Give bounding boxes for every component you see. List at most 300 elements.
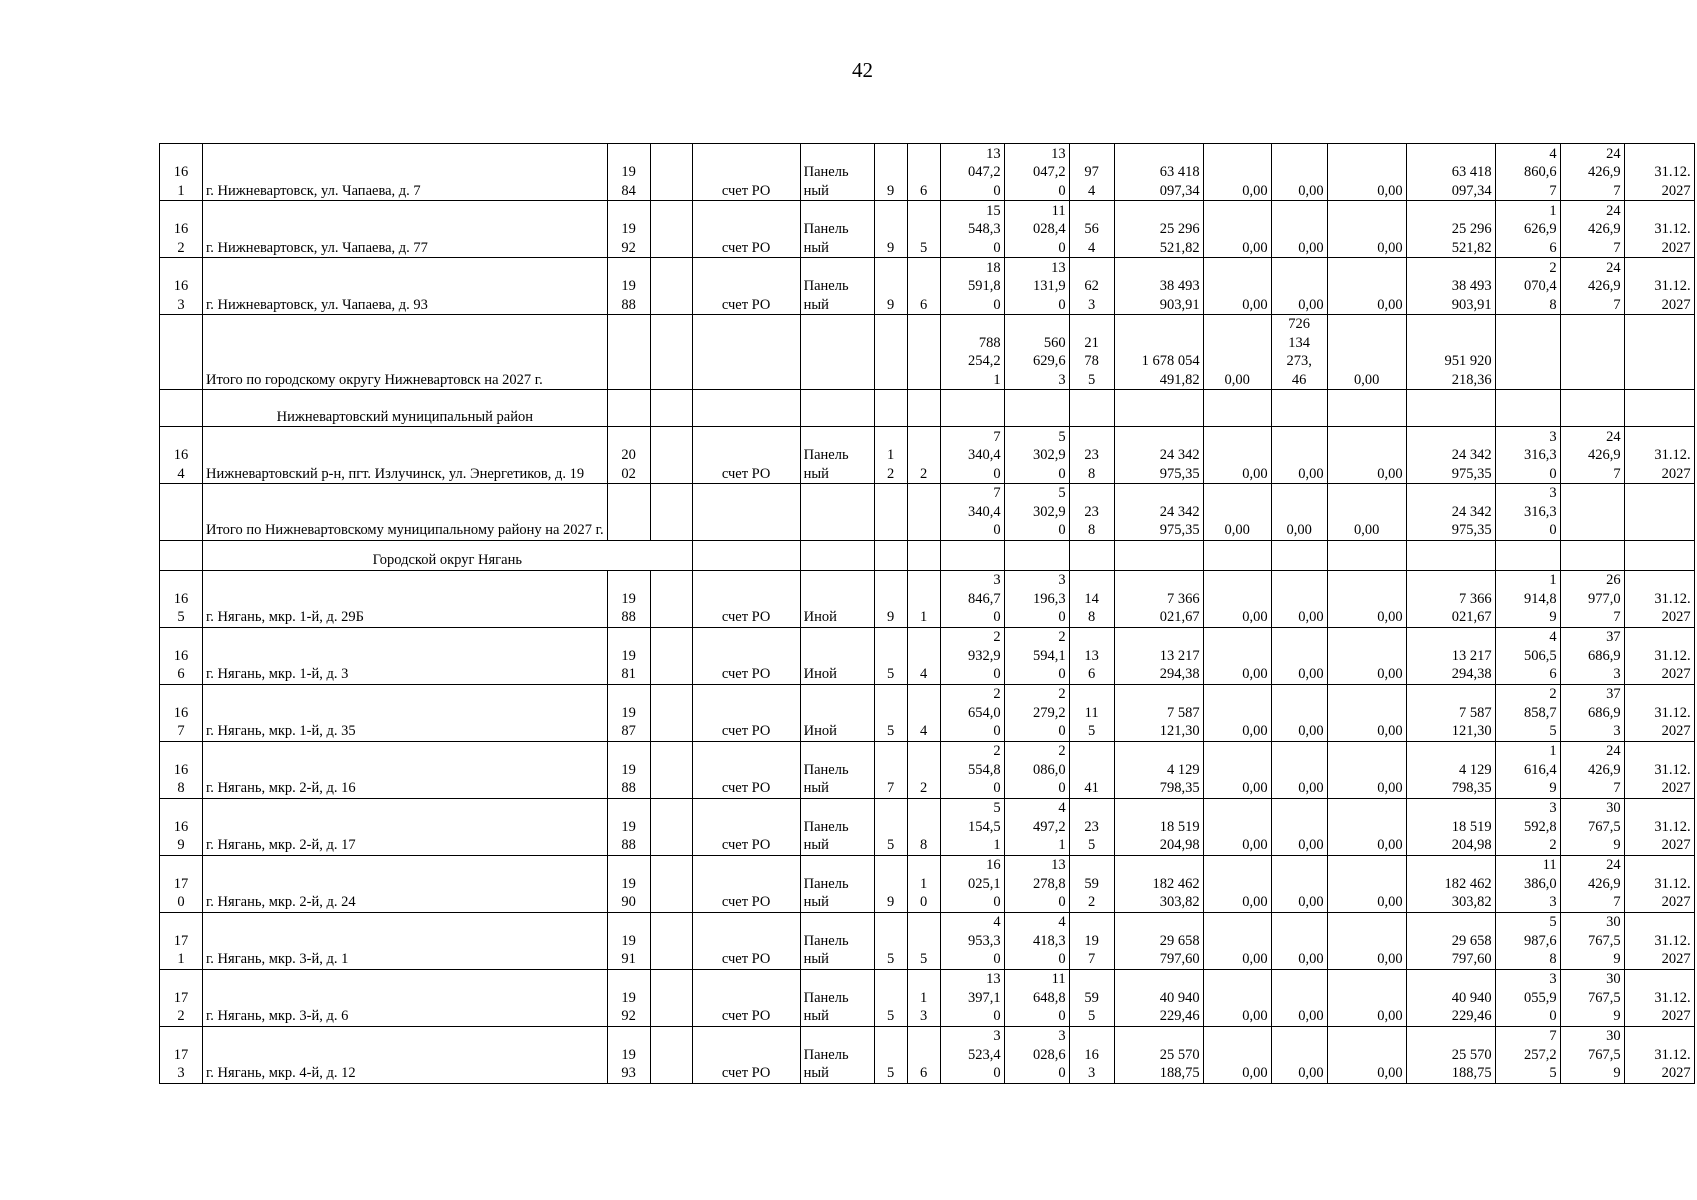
cost-cell: 7 587 121,30	[1114, 684, 1203, 741]
funding-method-cell: счет РО	[692, 1026, 800, 1083]
residents-cell: 14 8	[1069, 570, 1114, 627]
year-cell: 19 88	[607, 798, 650, 855]
wall-material-cell: Панель ный	[800, 855, 874, 912]
row-number: 16 4	[160, 427, 203, 484]
date-cell: 31.12. 2027	[1624, 570, 1694, 627]
empty-cell	[650, 684, 692, 741]
residents-cell: 56 4	[1069, 201, 1114, 258]
table-row	[160, 969, 1695, 1026]
fund-regional-cell: 0,00	[1271, 627, 1327, 684]
wall-material-cell: Иной	[800, 684, 874, 741]
residents-cell: 23 8	[1069, 484, 1114, 541]
address-cell: г. Нягань, мкр. 4-й, д. 12	[203, 1026, 608, 1083]
address-cell: г. Нягань, мкр. 1-й, д. 29Б	[203, 570, 608, 627]
cost-cell: 1 678 054 491,82	[1114, 315, 1203, 390]
empty-cell	[1114, 540, 1203, 570]
living-area-cell: 5 302,9 0	[1004, 484, 1069, 541]
funding-method-cell: счет РО	[692, 144, 800, 201]
address-cell: г. Нягань, мкр. 1-й, д. 3	[203, 627, 608, 684]
empty-cell	[1624, 540, 1694, 570]
row-number: 16 3	[160, 258, 203, 315]
residents-cell: 59 5	[1069, 969, 1114, 1026]
empty-cell	[650, 627, 692, 684]
empty-cell	[907, 390, 940, 427]
residents-cell: 16 3	[1069, 1026, 1114, 1083]
limit-cost-cell: 30 767,5 9	[1560, 969, 1624, 1026]
row-number: 17 3	[160, 1026, 203, 1083]
row-number: 16 5	[160, 570, 203, 627]
floors-cell: 9	[874, 201, 907, 258]
empty-cell	[650, 570, 692, 627]
wall-material-cell: Панель ный	[800, 741, 874, 798]
fund-regional-cell: 0,00	[1271, 144, 1327, 201]
entrances-cell: 5	[907, 912, 940, 969]
limit-cost-cell: 37 686,9 3	[1560, 627, 1624, 684]
year-cell: 19 93	[607, 1026, 650, 1083]
empty-cell	[1004, 540, 1069, 570]
cost-cell: 38 493 903,91	[1114, 258, 1203, 315]
empty-cell	[1069, 540, 1114, 570]
limit-cost-cell: 24 426,9 7	[1560, 144, 1624, 201]
empty-cell	[1203, 540, 1271, 570]
owners-fund-cell: 951 920 218,36	[1406, 315, 1495, 390]
address-cell: г. Нягань, мкр. 1-й, д. 35	[203, 684, 608, 741]
empty-cell	[160, 315, 203, 390]
empty-cell	[650, 798, 692, 855]
entrances-cell: 6	[907, 1026, 940, 1083]
wall-material-cell: Панель ный	[800, 144, 874, 201]
funding-method-cell: счет РО	[692, 741, 800, 798]
cost-cell: 182 462 303,82	[1114, 855, 1203, 912]
limit-cost-cell: 24 426,9 7	[1560, 741, 1624, 798]
empty-cell	[692, 484, 800, 541]
empty-cell	[650, 201, 692, 258]
empty-cell	[650, 1026, 692, 1083]
cost-cell: 40 940 229,46	[1114, 969, 1203, 1026]
funding-method-cell: счет РО	[692, 258, 800, 315]
fund-federal-cell: 0,00	[1203, 570, 1271, 627]
owners-fund-cell: 29 658 797,60	[1406, 912, 1495, 969]
limit-cost-cell: 24 426,9 7	[1560, 427, 1624, 484]
empty-cell	[1203, 390, 1271, 427]
funding-method-cell: счет РО	[692, 798, 800, 855]
entrances-cell: 2	[907, 427, 940, 484]
limit-cost-cell: 26 977,0 7	[1560, 570, 1624, 627]
fund-federal-cell: 0,00	[1203, 258, 1271, 315]
living-area-cell: 13 047,2 0	[1004, 144, 1069, 201]
row-number: 16 7	[160, 684, 203, 741]
section-header-row	[160, 540, 1695, 570]
funding-method-cell: счет РО	[692, 427, 800, 484]
wall-material-cell: Панель ный	[800, 1026, 874, 1083]
table-row	[160, 570, 1695, 627]
empty-cell	[874, 540, 907, 570]
address-cell: г. Нягань, мкр. 3-й, д. 1	[203, 912, 608, 969]
fund-local-cell: 0,00	[1327, 427, 1406, 484]
entrances-cell: 4	[907, 627, 940, 684]
funding-method-cell: счет РО	[692, 855, 800, 912]
fund-federal-cell: 0,00	[1203, 855, 1271, 912]
floors-cell: 9	[874, 144, 907, 201]
fund-local-cell: 0,00	[1327, 570, 1406, 627]
table-row	[160, 855, 1695, 912]
floors-cell: 5	[874, 684, 907, 741]
empty-cell	[800, 540, 874, 570]
total-area-cell: 5 154,5 1	[940, 798, 1004, 855]
residents-cell: 13 6	[1069, 627, 1114, 684]
fund-regional-cell: 726 134 273, 46	[1271, 315, 1327, 390]
wall-material-cell: Панель ный	[800, 201, 874, 258]
address-cell: г. Нижневартовск, ул. Чапаева, д. 77	[203, 201, 608, 258]
unit-cost-cell: 1 626,9 6	[1495, 201, 1560, 258]
floors-cell: 1 2	[874, 427, 907, 484]
total-area-cell: 788 254,2 1	[940, 315, 1004, 390]
section-title: Городской округ Нягань	[203, 540, 693, 570]
limit-cost-cell: 24 426,9 7	[1560, 855, 1624, 912]
address-cell: г. Нягань, мкр. 3-й, д. 6	[203, 969, 608, 1026]
entrances-cell: 2	[907, 741, 940, 798]
owners-fund-cell: 7 366 021,67	[1406, 570, 1495, 627]
empty-cell	[1406, 540, 1495, 570]
funding-method-cell: счет РО	[692, 570, 800, 627]
fund-regional-cell: 0,00	[1271, 1026, 1327, 1083]
year-cell: 19 92	[607, 201, 650, 258]
limit-cost-cell: 30 767,5 9	[1560, 798, 1624, 855]
cost-cell: 63 418 097,34	[1114, 144, 1203, 201]
table-row	[160, 427, 1695, 484]
total-area-cell: 18 591,8 0	[940, 258, 1004, 315]
empty-cell	[1004, 390, 1069, 427]
floors-cell: 9	[874, 855, 907, 912]
date-cell: 31.12. 2027	[1624, 741, 1694, 798]
year-cell: 19 91	[607, 912, 650, 969]
empty-cell	[1560, 390, 1624, 427]
fund-regional-cell: 0,00	[1271, 912, 1327, 969]
wall-material-cell: Иной	[800, 627, 874, 684]
empty-cell	[907, 484, 940, 541]
fund-local-cell: 0,00	[1327, 484, 1406, 541]
fund-local-cell: 0,00	[1327, 144, 1406, 201]
fund-federal-cell: 0,00	[1203, 144, 1271, 201]
owners-fund-cell: 40 940 229,46	[1406, 969, 1495, 1026]
entrances-cell: 4	[907, 684, 940, 741]
residents-cell: 59 2	[1069, 855, 1114, 912]
floors-cell: 5	[874, 627, 907, 684]
owners-fund-cell: 7 587 121,30	[1406, 684, 1495, 741]
entrances-cell: 1	[907, 570, 940, 627]
limit-cost-cell: 24 426,9 7	[1560, 201, 1624, 258]
fund-federal-cell: 0,00	[1203, 912, 1271, 969]
empty-cell	[1624, 390, 1694, 427]
fund-federal-cell: 0,00	[1203, 315, 1271, 390]
unit-cost-cell	[1495, 315, 1560, 390]
fund-local-cell: 0,00	[1327, 855, 1406, 912]
total-row	[160, 315, 1695, 390]
empty-cell	[1560, 484, 1624, 541]
unit-cost-cell: 1 914,8 9	[1495, 570, 1560, 627]
empty-cell	[1327, 390, 1406, 427]
fund-regional-cell: 0,00	[1271, 258, 1327, 315]
entrances-cell: 6	[907, 144, 940, 201]
floors-cell: 7	[874, 741, 907, 798]
fund-local-cell: 0,00	[1327, 684, 1406, 741]
empty-cell	[692, 390, 800, 427]
total-area-cell: 2 654,0 0	[940, 684, 1004, 741]
empty-cell	[650, 741, 692, 798]
empty-cell	[1406, 390, 1495, 427]
unit-cost-cell: 3 316,3 0	[1495, 427, 1560, 484]
funding-method-cell: счет РО	[692, 627, 800, 684]
date-cell: 31.12. 2027	[1624, 144, 1694, 201]
total-area-cell: 16 025,1 0	[940, 855, 1004, 912]
date-cell: 31.12. 2027	[1624, 969, 1694, 1026]
unit-cost-cell: 2 070,4 8	[1495, 258, 1560, 315]
date-cell: 31.12. 2027	[1624, 855, 1694, 912]
year-cell: 20 02	[607, 427, 650, 484]
year-cell: 19 87	[607, 684, 650, 741]
fund-regional-cell: 0,00	[1271, 798, 1327, 855]
total-area-cell: 2 932,9 0	[940, 627, 1004, 684]
unit-cost-cell: 3 055,9 0	[1495, 969, 1560, 1026]
row-number: 17 1	[160, 912, 203, 969]
empty-cell	[1560, 315, 1624, 390]
living-area-cell: 4 418,3 0	[1004, 912, 1069, 969]
total-area-cell: 13 397,1 0	[940, 969, 1004, 1026]
unit-cost-cell: 3 316,3 0	[1495, 484, 1560, 541]
total-label: Итого по Нижневартовскому муниципальному району на 2027 г.	[203, 484, 608, 541]
floors-cell: 5	[874, 1026, 907, 1083]
funding-method-cell: счет РО	[692, 201, 800, 258]
cost-cell: 4 129 798,35	[1114, 741, 1203, 798]
owners-fund-cell: 24 342 975,35	[1406, 427, 1495, 484]
date-cell: 31.12. 2027	[1624, 684, 1694, 741]
owners-fund-cell: 63 418 097,34	[1406, 144, 1495, 201]
fund-regional-cell: 0,00	[1271, 684, 1327, 741]
unit-cost-cell: 11 386,0 3	[1495, 855, 1560, 912]
cost-cell: 25 570 188,75	[1114, 1026, 1203, 1083]
empty-cell	[607, 315, 650, 390]
fund-local-cell: 0,00	[1327, 315, 1406, 390]
entrances-cell: 1 3	[907, 969, 940, 1026]
limit-cost-cell: 24 426,9 7	[1560, 258, 1624, 315]
year-cell: 19 88	[607, 570, 650, 627]
row-number: 17 0	[160, 855, 203, 912]
empty-cell	[1560, 540, 1624, 570]
living-area-cell: 2 086,0 0	[1004, 741, 1069, 798]
fund-federal-cell: 0,00	[1203, 627, 1271, 684]
empty-cell	[160, 540, 203, 570]
empty-cell	[650, 855, 692, 912]
cost-cell: 25 296 521,82	[1114, 201, 1203, 258]
residents-cell: 21 78 5	[1069, 315, 1114, 390]
living-area-cell: 560 629,6 3	[1004, 315, 1069, 390]
residents-cell: 41	[1069, 741, 1114, 798]
date-cell: 31.12. 2027	[1624, 798, 1694, 855]
floors-cell: 5	[874, 798, 907, 855]
table-row	[160, 1026, 1695, 1083]
owners-fund-cell: 25 296 521,82	[1406, 201, 1495, 258]
empty-cell	[800, 315, 874, 390]
living-area-cell: 11 648,8 0	[1004, 969, 1069, 1026]
fund-local-cell: 0,00	[1327, 627, 1406, 684]
date-cell: 31.12. 2027	[1624, 201, 1694, 258]
empty-cell	[1495, 390, 1560, 427]
address-cell: г. Нижневартовск, ул. Чапаева, д. 7	[203, 144, 608, 201]
fund-local-cell: 0,00	[1327, 741, 1406, 798]
total-row	[160, 484, 1695, 541]
fund-regional-cell: 0,00	[1271, 855, 1327, 912]
year-cell: 19 84	[607, 144, 650, 201]
residents-cell: 19 7	[1069, 912, 1114, 969]
funding-method-cell: счет РО	[692, 912, 800, 969]
cost-cell: 13 217 294,38	[1114, 627, 1203, 684]
empty-cell	[650, 315, 692, 390]
date-cell: 31.12. 2027	[1624, 912, 1694, 969]
fund-regional-cell: 0,00	[1271, 969, 1327, 1026]
living-area-cell: 2 279,2 0	[1004, 684, 1069, 741]
year-cell: 19 81	[607, 627, 650, 684]
living-area-cell: 5 302,9 0	[1004, 427, 1069, 484]
section-header-row	[160, 390, 1695, 427]
empty-cell	[874, 390, 907, 427]
unit-cost-cell: 3 592,8 2	[1495, 798, 1560, 855]
empty-cell	[692, 315, 800, 390]
fund-federal-cell: 0,00	[1203, 484, 1271, 541]
unit-cost-cell: 4 506,5 6	[1495, 627, 1560, 684]
entrances-cell: 6	[907, 258, 940, 315]
empty-cell	[1069, 390, 1114, 427]
year-cell: 19 88	[607, 741, 650, 798]
empty-cell	[1271, 540, 1327, 570]
date-cell: 31.12. 2027	[1624, 258, 1694, 315]
owners-fund-cell: 38 493 903,91	[1406, 258, 1495, 315]
table-row	[160, 627, 1695, 684]
funding-method-cell: счет РО	[692, 684, 800, 741]
owners-fund-cell: 182 462 303,82	[1406, 855, 1495, 912]
empty-cell	[1624, 484, 1694, 541]
table-row	[160, 201, 1695, 258]
cost-cell: 24 342 975,35	[1114, 427, 1203, 484]
floors-cell: 9	[874, 570, 907, 627]
owners-fund-cell: 18 519 204,98	[1406, 798, 1495, 855]
empty-cell	[650, 258, 692, 315]
living-area-cell: 11 028,4 0	[1004, 201, 1069, 258]
cost-cell: 7 366 021,67	[1114, 570, 1203, 627]
row-number: 16 2	[160, 201, 203, 258]
empty-cell	[650, 427, 692, 484]
fund-local-cell: 0,00	[1327, 1026, 1406, 1083]
empty-cell	[1624, 315, 1694, 390]
empty-cell	[650, 969, 692, 1026]
table-row	[160, 258, 1695, 315]
empty-cell	[692, 540, 800, 570]
total-label: Итого по городскому округу Нижневартовск на 2027 г.	[203, 315, 608, 390]
empty-cell	[1327, 540, 1406, 570]
fund-federal-cell: 0,00	[1203, 427, 1271, 484]
empty-cell	[907, 540, 940, 570]
year-cell: 19 90	[607, 855, 650, 912]
empty-cell	[607, 484, 650, 541]
wall-material-cell: Панель ный	[800, 427, 874, 484]
fund-regional-cell: 0,00	[1271, 741, 1327, 798]
table-row	[160, 684, 1695, 741]
fund-regional-cell: 0,00	[1271, 570, 1327, 627]
empty-cell	[650, 390, 692, 427]
empty-cell	[607, 390, 650, 427]
wall-material-cell: Панель ный	[800, 912, 874, 969]
empty-cell	[650, 484, 692, 541]
cost-cell: 24 342 975,35	[1114, 484, 1203, 541]
fund-local-cell: 0,00	[1327, 258, 1406, 315]
fund-federal-cell: 0,00	[1203, 1026, 1271, 1083]
address-cell: г. Нижневартовск, ул. Чапаева, д. 93	[203, 258, 608, 315]
fund-regional-cell: 0,00	[1271, 484, 1327, 541]
date-cell: 31.12. 2027	[1624, 427, 1694, 484]
total-area-cell: 3 846,7 0	[940, 570, 1004, 627]
empty-cell	[160, 484, 203, 541]
limit-cost-cell: 37 686,9 3	[1560, 684, 1624, 741]
address-cell: Нижневартовский р-н, пгт. Излучинск, ул. Энергетиков, д. 19	[203, 427, 608, 484]
owners-fund-cell: 24 342 975,35	[1406, 484, 1495, 541]
floors-cell: 9	[874, 258, 907, 315]
empty-cell	[160, 390, 203, 427]
empty-cell	[1495, 540, 1560, 570]
empty-cell	[907, 315, 940, 390]
fund-federal-cell: 0,00	[1203, 201, 1271, 258]
empty-cell	[650, 144, 692, 201]
fund-federal-cell: 0,00	[1203, 969, 1271, 1026]
entrances-cell: 8	[907, 798, 940, 855]
empty-cell	[874, 315, 907, 390]
fund-regional-cell: 0,00	[1271, 201, 1327, 258]
cost-cell: 29 658 797,60	[1114, 912, 1203, 969]
empty-cell	[874, 484, 907, 541]
total-area-cell: 7 340,4 0	[940, 484, 1004, 541]
row-number: 16 9	[160, 798, 203, 855]
residents-cell: 62 3	[1069, 258, 1114, 315]
total-area-cell: 13 047,2 0	[940, 144, 1004, 201]
table-row	[160, 798, 1695, 855]
fund-local-cell: 0,00	[1327, 969, 1406, 1026]
fund-local-cell: 0,00	[1327, 798, 1406, 855]
owners-fund-cell: 13 217 294,38	[1406, 627, 1495, 684]
empty-cell	[940, 390, 1004, 427]
total-area-cell: 2 554,8 0	[940, 741, 1004, 798]
empty-cell	[800, 390, 874, 427]
unit-cost-cell: 7 257,2 5	[1495, 1026, 1560, 1083]
wall-material-cell: Иной	[800, 570, 874, 627]
address-cell: г. Нягань, мкр. 2-й, д. 17	[203, 798, 608, 855]
section-title: Нижневартовский муниципальный район	[203, 390, 608, 427]
owners-fund-cell: 4 129 798,35	[1406, 741, 1495, 798]
unit-cost-cell: 4 860,6 7	[1495, 144, 1560, 201]
funding-method-cell: счет РО	[692, 969, 800, 1026]
table-row	[160, 144, 1695, 201]
empty-cell	[1114, 390, 1203, 427]
wall-material-cell: Панель ный	[800, 798, 874, 855]
residents-cell: 11 5	[1069, 684, 1114, 741]
living-area-cell: 2 594,1 0	[1004, 627, 1069, 684]
year-cell: 19 92	[607, 969, 650, 1026]
total-area-cell: 4 953,3 0	[940, 912, 1004, 969]
row-number: 17 2	[160, 969, 203, 1026]
table-row	[160, 741, 1695, 798]
living-area-cell: 13 131,9 0	[1004, 258, 1069, 315]
unit-cost-cell: 2 858,7 5	[1495, 684, 1560, 741]
total-area-cell: 3 523,4 0	[940, 1026, 1004, 1083]
row-number: 16 1	[160, 144, 203, 201]
floors-cell: 5	[874, 912, 907, 969]
